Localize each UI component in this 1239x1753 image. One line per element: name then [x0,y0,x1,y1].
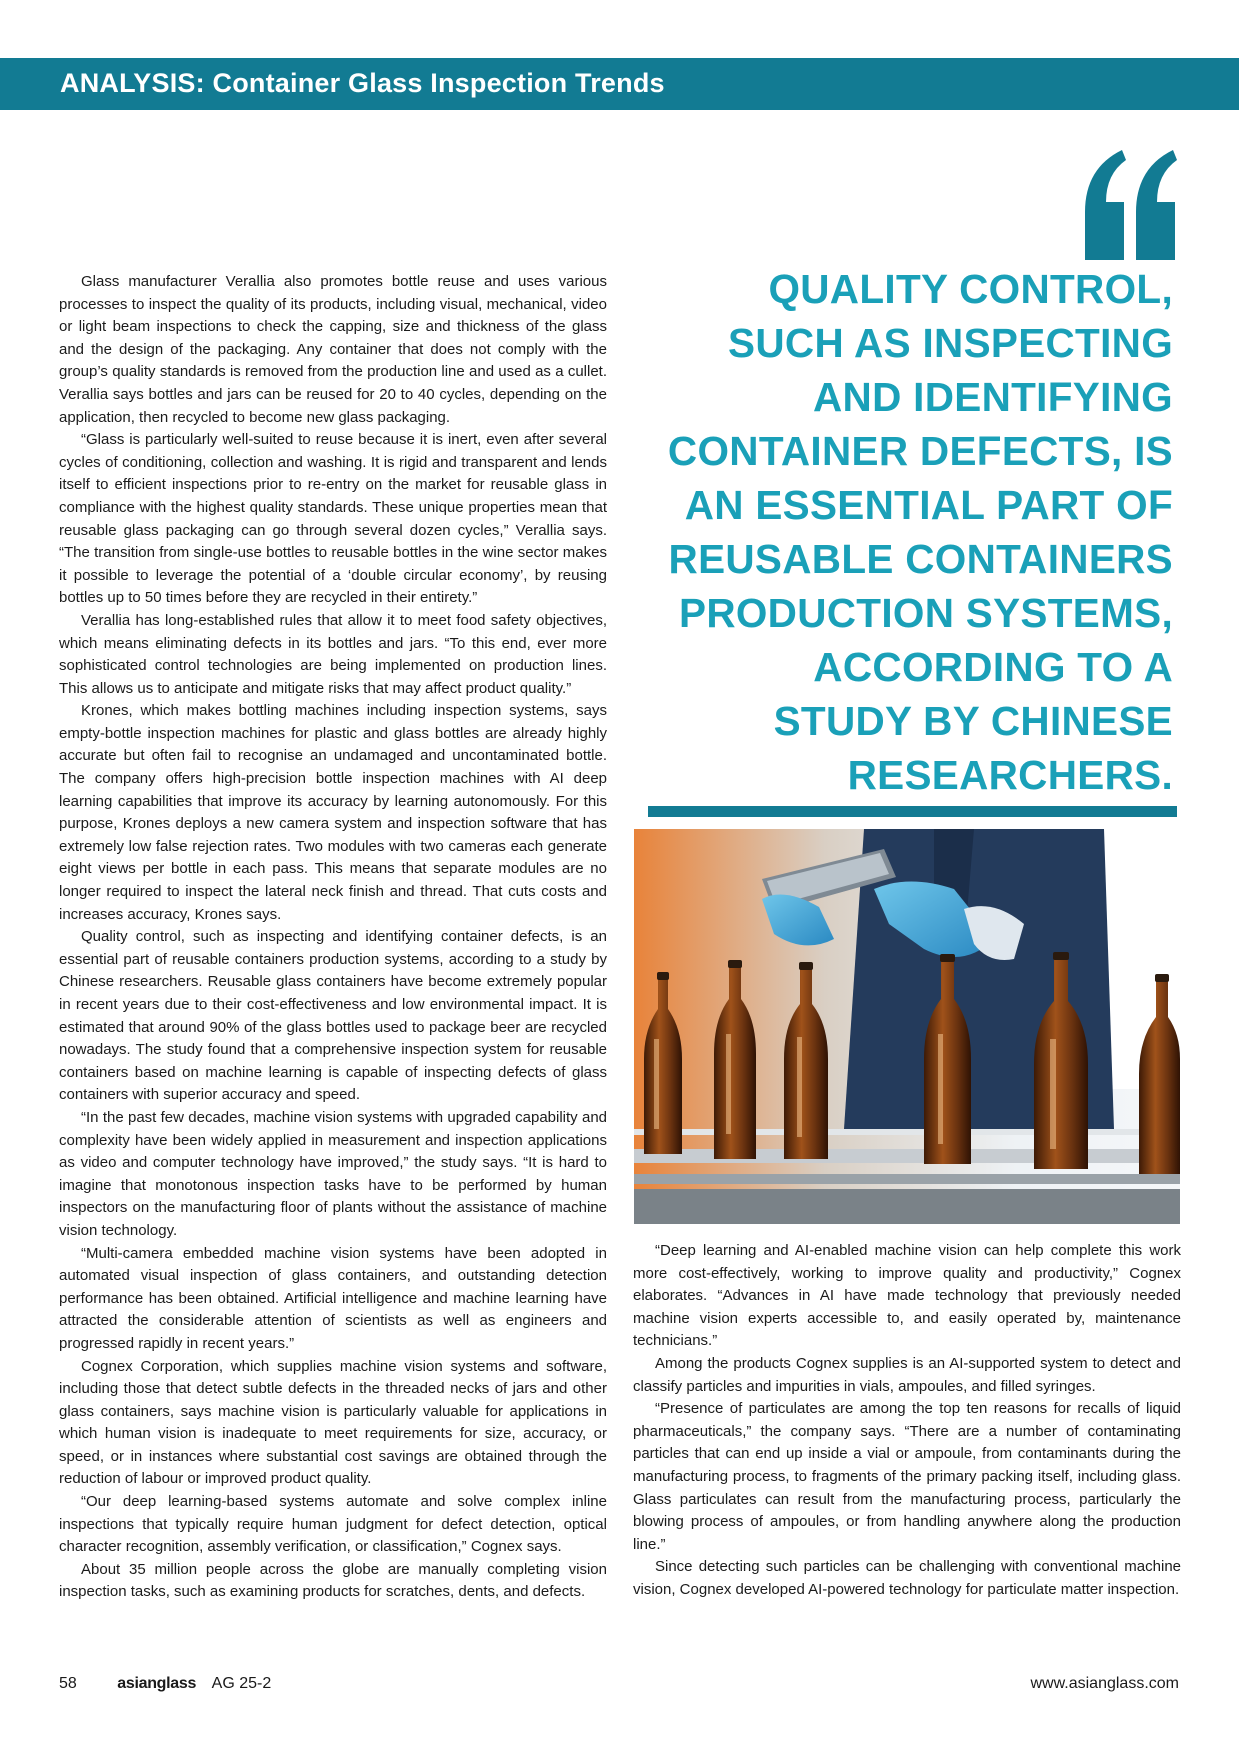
pull-quote-line: PRODUCTION SYSTEMS, [679,590,1173,636]
pull-quote-divider [648,806,1177,817]
paragraph: Among the products Cognex supplies is an AI-supported system to detect and classify particles and impurities in vials, ampoules, and filled syringes. [633,1354,1181,1395]
paragraph: About 35 million people across the globe are manually completing vision inspection tasks, such as examining products for scratches, dents, and defects. [59,1560,607,1601]
paragraph: “Our deep learning-based systems automate and solve complex inline inspections that typically require human judgment for defect detection, optical character recognition, assembly verification, or classification,” Cognex says. [59,1493,607,1556]
paragraph: Since detecting such particles can be challenging with conventional machine vision, Cognex developed AI-powered technology for particulate matter inspection. [633,1558,1181,1598]
pull-quote [613,262,1173,802]
pull-quote-line: STUDY BY CHINESE [773,698,1173,744]
section-title: ANALYSIS: Container Glass Inspection Trends [60,68,665,98]
article-column-right [633,1240,1181,1602]
publication-name: asianglass [117,1675,197,1692]
section-header-bar [0,58,1239,110]
paragraph: Krones, which makes bottling machines including inspection systems, says empty-bottle inspection machines for plastic and glass bottles are already highly accurate but often fail to recognise an undamaged and uncontaminated bottle. The company offers high-precision bottle inspection machines with AI deep learning capabilities that improve its accuracy by learning autonomously. For this purpose, Krones deploys a new camera system and inspection software that has extremely low false rejection rates. Two modules with two cameras each generate eight views per bottle in each pass. This means that separate modules are no longer required to inspect the lateral neck finish and thread. That cuts costs and increases accuracy, Krones says. [59,702,607,923]
quote-mark-icon [1080,150,1180,260]
paragraph: Glass manufacturer Verallia also promotes bottle reuse and uses various processes to inspect the quality of its products, including visual, mechanical, video or light beam inspections to check the capping, size and thickness of the glass and the design of the packaging. Any container that does not comply with the group’s quality standards is removed from the production line and used as a cullet. Verallia says bottles and jars can be reused for 20 to 40 cycles, depending on the application, then recycled to become new glass packaging. [59,273,607,426]
pull-quote-line: AND IDENTIFYING [812,374,1173,420]
paragraph: “Presence of particulates are among the top ten reasons for recalls of liquid pharmaceuticals,” the company says. “There are a number of contaminating particles that can end up inside a vial or ampoule, from contaminants during the manufacturing process, to fragments of the primary packing itself, including glass. Glass particulates can result from the manufacturing process, particularly the blowing process of ampoules, or from handling anywhere along the production line.” [633,1400,1181,1553]
paragraph: “Multi-camera embedded machine vision systems have been adopted in automated visual inspection of glass containers, and outstanding detection performance has been obtained. Artificial intelligence and machine learning have attracted the considerable attention of scientists as well as engineers and progressed rapidly in recent years.” [59,1244,607,1352]
pull-quote-line: CONTAINER DEFECTS, IS [667,428,1173,474]
pull-quote-line: ACCORDING TO A [813,644,1173,690]
page-number: 58 [59,1675,77,1692]
pull-quote-line: REUSABLE CONTAINERS [668,536,1173,582]
paragraph: Cognex Corporation, which supplies machine vision systems and software, including those that detect subtle defects in the threaded necks of jars and other glass containers, says machine vision is particularly valuable for applications in which human vision is inadequate to meet requirements for size, accuracy, or speed, or in instances where substantial cost savings are obtained through the reduction of labour or improved product quality. [59,1357,607,1488]
paragraph: “Glass is particularly well-suited to reuse because it is inert, even after several cycles of conditioning, collection and washing. It is rigid and transparent and lends itself to efficient inspections prior to re-entry on the market for reusable glass in compliance with the highest quality standards. These unique properties mean that reusable glass packaging can go through several dozen cycles,” Verallia says. “The transition from single-use bottles to reusable bottles in the wine sector makes it possible to leverage the potential of a ‘double circular economy’, by reusing bottles up to 50 times before they are recycled in their entirety.” [59,431,607,607]
pull-quote-line: AN ESSENTIAL PART OF [684,482,1173,528]
paragraph: Verallia has long-established rules that allow it to meet food safety objectives, which means eliminating defects in its bottles and jars. “To this end, ever more sophisticated control technologies are being implemented on production lines. This allows us to anticipate and mitigate risks that may affect product quality.” [59,611,607,697]
footer-left [59,1675,271,1693]
website-url: www.asianglass.com [1030,1675,1179,1692]
paragraph: “Deep learning and AI-enabled machine vision can help complete this work more cost-effectively, working to improve quality and productivity,” Cognex elaborates. “Advances in AI have made technology that previously needed machine vision experts accessible to, and easily operated by, maintenance technicians.” [633,1242,1181,1350]
pull-quote-line: SUCH AS INSPECTING [728,320,1173,366]
paragraph: Quality control, such as inspecting and identifying container defects, is an essential part of reusable containers production systems, according to a study by Chinese researchers. Reusable glass containers have become extremely popular in recent years due to their cost-effectiveness and low environmental impact. It is estimated that around 90% of the glass bottles used to package beer are recycled nowadays. The study found that a comprehensive inspection system for reusable containers based on machine learning is capable of inspecting defects of glass containers with superior accuracy and speed. [59,928,607,1104]
article-column-left [59,271,607,1604]
bottle-inspection-photo [634,829,1180,1224]
issue-label: AG 25-2 [211,1675,272,1692]
paragraph: “In the past few decades, machine vision systems with upgraded capability and complexity have been widely applied in measurement and inspection applications as video and computer technology have improved,” the study says. “It is hard to imagine that monotonous inspection tasks have to be performed by human inspectors on the manufacturing floor of plants without the assistance of machine vision technology. [59,1108,607,1239]
pull-quote-line: RESEARCHERS. [847,752,1173,798]
pull-quote-line: QUALITY CONTROL, [768,266,1173,312]
